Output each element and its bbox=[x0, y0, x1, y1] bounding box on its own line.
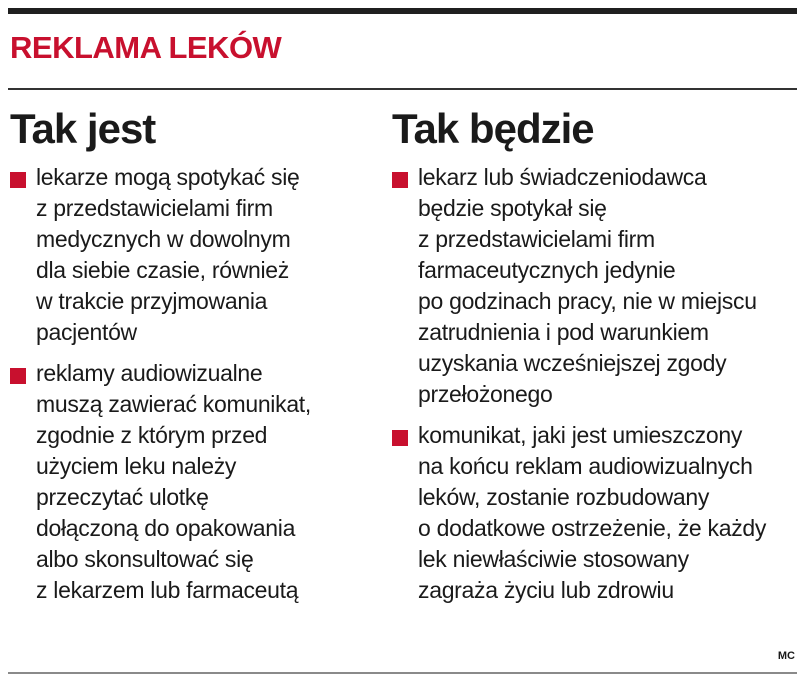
top-rule bbox=[8, 8, 797, 14]
list-item-line: uzyskania wcześniejszej zgody bbox=[418, 350, 727, 376]
list-item-line: zatrudnienia i pod warunkiem bbox=[418, 319, 709, 345]
list-item-line: medycznych w dowolnym bbox=[36, 226, 291, 252]
list-item-line: po godzinach pracy, nie w miejscu bbox=[418, 288, 757, 314]
header-divider bbox=[8, 88, 797, 90]
list-item bbox=[392, 162, 797, 410]
list-item bbox=[392, 420, 797, 606]
list-item-line: farmaceutycznych jedynie bbox=[418, 257, 676, 283]
list-item-line: z przedstawicielami firm bbox=[418, 226, 655, 252]
bullet-square-icon bbox=[392, 172, 408, 188]
list-item-line: zagraża życiu lub zdrowiu bbox=[418, 577, 674, 603]
page-title: REKLAMA LEKÓW bbox=[10, 30, 282, 65]
list-item bbox=[10, 358, 385, 606]
list-item-line: muszą zawierać komunikat, bbox=[36, 391, 311, 417]
column-heading-current: Tak jest bbox=[10, 105, 156, 152]
list-item-line: będzie spotykał się bbox=[418, 195, 607, 221]
list-item-line: zgodnie z którym przed bbox=[36, 422, 268, 448]
list-item-line: z lekarzem lub farmaceutą bbox=[36, 577, 299, 603]
list-item-line: na końcu reklam audiowizualnych bbox=[418, 453, 753, 479]
list-item-line: dla siebie czasie, również bbox=[36, 257, 289, 283]
list-item-line: komunikat, jaki jest umieszczony bbox=[418, 422, 743, 448]
list-item-line: w trakcie przyjmowania bbox=[36, 288, 268, 314]
list-item-line: lek niewłaściwie stosowany bbox=[418, 546, 689, 572]
bullet-list-future bbox=[392, 162, 797, 606]
author-credit: MC bbox=[777, 650, 795, 662]
bullet-square-icon bbox=[392, 430, 408, 446]
list-item-line: leków, zostanie rozbudowany bbox=[418, 484, 710, 510]
list-item-line: lekarze mogą spotykać się bbox=[36, 164, 300, 190]
column-current bbox=[10, 96, 385, 616]
list-item-line: pacjentów bbox=[36, 319, 137, 345]
list-item-line: lekarz lub świadczeniodawca bbox=[418, 164, 707, 190]
list-item-line: przełożonego bbox=[418, 381, 553, 407]
column-future bbox=[392, 96, 797, 616]
list-item-line: albo skonsultować się bbox=[36, 546, 254, 572]
list-item-line: dołączoną do opakowania bbox=[36, 515, 296, 541]
list-item-line: reklamy audiowizualne bbox=[36, 360, 263, 386]
bullet-list-current bbox=[10, 162, 385, 606]
bullet-square-icon bbox=[10, 368, 26, 384]
list-item-line: z przedstawicielami firm bbox=[36, 195, 273, 221]
bottom-rule bbox=[8, 672, 797, 674]
column-heading-future: Tak będzie bbox=[392, 105, 594, 152]
list-item-line: o dodatkowe ostrzeżenie, że każdy bbox=[418, 515, 767, 541]
list-item bbox=[10, 162, 385, 348]
list-item-line: użyciem leku należy bbox=[36, 453, 237, 479]
bullet-square-icon bbox=[10, 172, 26, 188]
list-item-line: przeczytać ulotkę bbox=[36, 484, 209, 510]
